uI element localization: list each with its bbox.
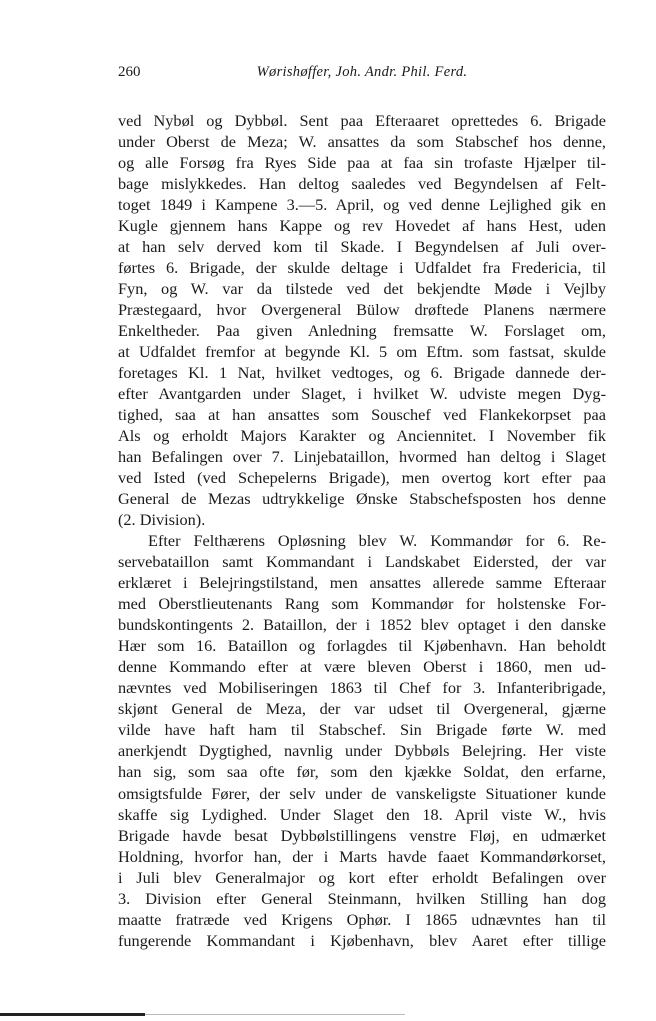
text-line: Efter Felthærens Opløsning blev W. Kommandør for 6. Re-: [148, 531, 606, 551]
text-line: Fyn, og W. var da tilstede ved det bekjendte Møde i Vejlby: [118, 279, 606, 299]
text-line: skaffe sig Lydighed. Under Slaget den 18. April viste W., hvis: [118, 804, 606, 824]
text-line: maatte fratræde ved Krigens Ophør. I 1865 udnævntes han til: [118, 909, 606, 929]
body-text: [118, 110, 606, 951]
text-line: Hær som 16. Bataillon og forlagdes til Kjøbenhavn. Han beholdt: [118, 636, 606, 656]
text-line: bage mislykkedes. Han deltog saaledes ved Begyndelsen af Felt-: [118, 174, 606, 194]
text-line: ved Nybøl og Dybbøl. Sent paa Efteraaret oprettedes 6. Brigade: [118, 111, 606, 130]
text-line: efter Avantgarden under Slaget, i hvilket W. udviste megen Dyg-: [118, 384, 606, 404]
text-line: toget 1849 i Kampene 3.—5. April, og ved denne Lejlighed gik en: [118, 195, 606, 215]
text-line: nævntes ved Mobiliseringen 1863 til Chef for 3. Infanteribrigade,: [118, 678, 606, 698]
text-line: Als og erholdt Majors Karakter og Anciennitet. I November fik: [118, 426, 606, 446]
text-line: omsigtsfulde Fører, der selv under de vanskeligste Situationer kunde: [118, 783, 606, 803]
text-line: og alle Forsøg fra Ryes Side paa at faa sin trofaste Hjælper til-: [118, 153, 606, 173]
text-line: foretages Kl. 1 Nat, hvilket vedtoges, og 6. Brigade dannede der-: [118, 363, 606, 383]
text-line: erklæret i Belejringstilstand, men ansattes allerede samme Efteraar: [118, 573, 606, 593]
text-line: med Oberstlieutenants Rang som Kommandør for holstenske For-: [118, 594, 606, 614]
text-line: anerkjendt Dygtighed, navnlig under Dybbøls Belejring. Her viste: [118, 741, 606, 761]
text-line: førtes 6. Brigade, der skulde deltage i Udfaldet fra Fredericia, til: [118, 258, 606, 278]
text-line: Kugle gjennem hans Kappe og rev Hovedet af hans Hest, uden: [118, 216, 606, 236]
text-line: i Juli blev Generalmajor og kort efter erholdt Befalingen over: [118, 867, 606, 887]
text-line: at Udfaldet fremfor at begynde Kl. 5 om Eftm. som fastsat, skulde: [118, 342, 606, 362]
text-line: 3. Division efter General Steinmann, hvilken Stilling han dog: [118, 888, 606, 908]
text-line: ved Isted (ved Schepelerns Brigade), men overtog kort efter paa: [118, 468, 606, 488]
text-line: under Oberst de Meza; W. ansattes da som Stabschef hos denne,: [118, 132, 606, 152]
text-line: han sig, som saa ofte før, som den kjække Soldat, den erfarne,: [118, 762, 606, 782]
text-line: Brigade havde besat Dybbølstillingens venstre Fløj, en udmærket: [118, 825, 606, 845]
text-line: han Befalingen over 7. Linjebataillon, hvormed han deltog i Slaget: [118, 447, 606, 467]
scan-edge-rule-faint: [145, 1014, 405, 1015]
page-number: 260: [118, 64, 141, 80]
text-line: bundskontingents 2. Bataillon, der i 1852 blev optaget i den danske: [118, 615, 606, 635]
text-line: Enkeltheder. Paa given Anledning fremsatte W. Forslaget om,: [118, 321, 606, 341]
scan-edge-rule: [0, 1013, 145, 1016]
running-head: Wørishøffer, Joh. Andr. Phil. Ferd.: [256, 64, 468, 80]
text-line: at han selv derved kom til Skade. I Begyndelsen af Juli over-: [118, 237, 606, 257]
text-line: denne Kommando efter at være bleven Oberst i 1860, men ud-: [118, 657, 606, 677]
text-line: (2. Division).: [118, 510, 206, 530]
text-line: fungerende Kommandant i Kjøbenhavn, blev Aaret efter tillige: [118, 930, 606, 950]
text-line: Præstegaard, hvor Overgeneral Bülow drøftede Planens nærmere: [118, 300, 606, 320]
text-line: skjønt General de Meza, der var udset til Overgeneral, gjærne: [118, 699, 606, 719]
text-line: vilde have haft ham til Stabschef. Sin Brigade førte W. med: [118, 720, 606, 740]
text-line: General de Mezas udtrykkelige Ønske Stabschefsposten hos denne: [118, 489, 606, 509]
text-line: Holdning, hvorfor han, der i Marts havde faaet Kommandørkorset,: [118, 846, 606, 866]
page-header: [118, 64, 606, 86]
text-line: servebataillon samt Kommandant i Landskabet Eidersted, der var: [118, 552, 606, 572]
text-line: tighed, saa at han ansattes som Souschef ved Flankekorpset paa: [118, 405, 606, 425]
